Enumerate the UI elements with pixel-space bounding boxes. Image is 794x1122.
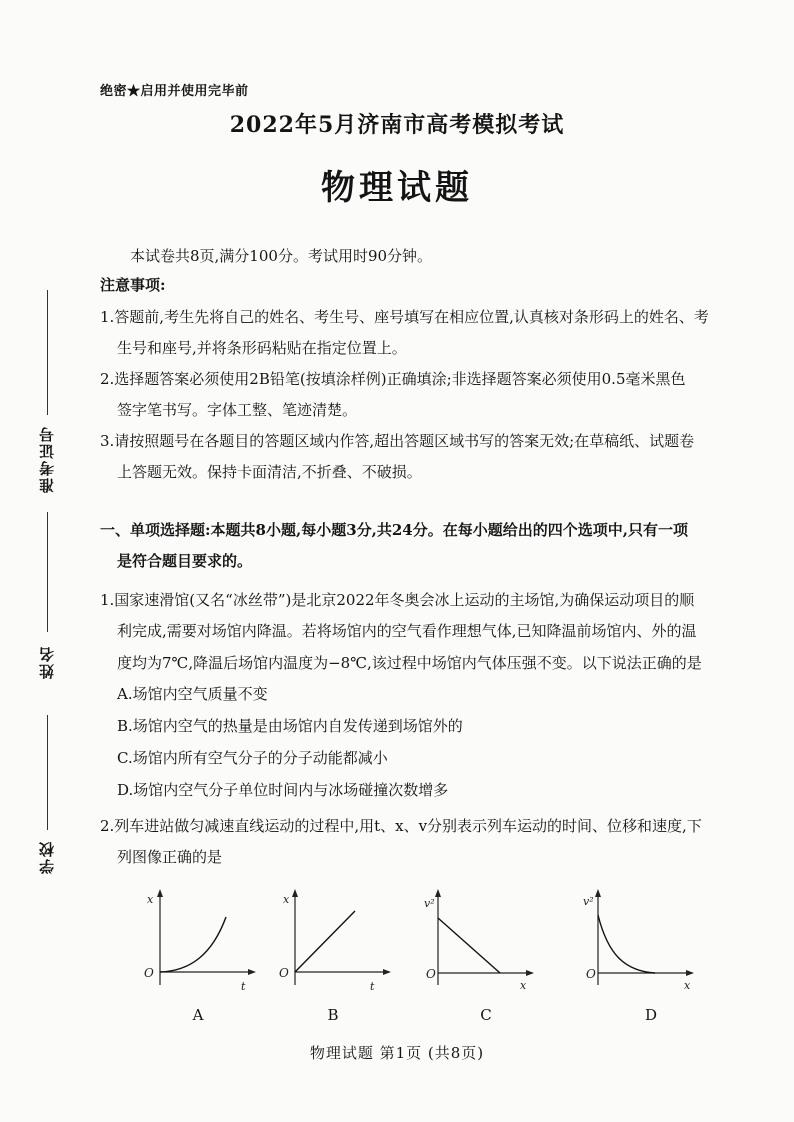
note-line: 签字笔书写。字体工整、笔迹清楚。 <box>117 401 358 419</box>
binding-sidebar <box>30 290 66 890</box>
graph-d-y-axis-label: v² <box>583 895 594 908</box>
question-2-text: 列图像正确的是 <box>117 848 223 866</box>
note-line: 1.答题前,考生先将自己的姓名、考生号、座号填写在相应位置,认真核对条形码上的姓名、考 <box>100 308 709 326</box>
question-2-text: 2.列车进站做匀减速直线运动的过程中,用t、x、v分别表示列车运动的时间、位移和速度,下 <box>100 817 702 835</box>
question-1-option-c: C.场馆内所有空气分子的分子动能都减小 <box>117 749 388 767</box>
name-label: 姓名 <box>38 645 56 679</box>
graph-b <box>275 885 395 995</box>
graph-d-x-axis-label: x <box>684 979 691 992</box>
graph-b-label: B <box>327 1006 339 1024</box>
graph-a-y-axis-label: x <box>147 893 154 906</box>
sidebar-line <box>47 715 48 830</box>
note-line: 3.请按照题号在各题目的答题区域内作答,超出答题区域书写的答案无效;在草稿纸、试题卷 <box>100 432 695 450</box>
sidebar-line <box>47 512 48 632</box>
graph-c <box>420 885 540 995</box>
question-1-text: 利完成,需要对场馆内降温。若将场馆内的空气看作理想气体,已知降温前场馆内、外的温 <box>117 622 697 640</box>
graph-d-curve <box>598 915 655 973</box>
question-1-text: 度均为7℃,降温后场馆内温度为−8℃,该过程中场馆内气体压强不变。以下说法正确的是 <box>117 654 702 672</box>
secret-notice: 绝密★启用并使用完毕前 <box>100 84 249 99</box>
question-1-text: 1.国家速滑馆(又名“冰丝带”)是北京2022年冬奥会冰上运动的主场馆,为确保运动项目的顺 <box>100 591 695 609</box>
graph-d <box>580 885 700 995</box>
graph-c-origin: O <box>426 967 436 981</box>
graph-d-origin: O <box>586 967 596 981</box>
page-footer: 物理试题 第1页 (共8页) <box>309 1044 485 1062</box>
graph-a <box>140 885 260 995</box>
graph-b-origin: O <box>279 966 289 980</box>
question-1-option-a: A.场馆内空气质量不变 <box>117 685 268 703</box>
note-line: 2.选择题答案必须使用2B铅笔(按填涂样例)正确填涂;非选择题答案必须使用0.5毫米黑色 <box>100 370 686 388</box>
graph-a-label: A <box>192 1006 204 1024</box>
graph-c-y-axis-label: v² <box>424 897 435 910</box>
graph-c-x-axis-label: x <box>520 979 527 992</box>
exam-title: 2022年5月济南市高考模拟考试 <box>229 112 565 138</box>
subject-title: 物理试题 <box>321 168 473 208</box>
graph-a-origin: O <box>144 966 154 980</box>
graph-d-label: D <box>644 1006 658 1024</box>
question-1-option-d: D.场馆内空气分子单位时间内与冰场碰撞次数增多 <box>117 781 449 799</box>
section-heading: 一、单项选择题:本题共8小题,每小题3分,共24分。在每小题给出的四个选项中,只有一项 <box>100 521 688 539</box>
graph-b-line <box>295 911 355 972</box>
graph-a-x-axis-label: t <box>241 980 246 993</box>
graph-b-x-axis-label: t <box>370 980 375 993</box>
section-heading-cont: 是符合题目要求的。 <box>117 552 253 570</box>
note-line: 生号和座号,并将条形码粘贴在指定位置上。 <box>117 339 407 357</box>
school-label: 学校 <box>38 840 56 874</box>
note-line: 上答题无效。保持卡面清洁,不折叠、不破损。 <box>117 463 422 481</box>
question-1-option-b: B.场馆内空气的热量是由场馆内自发传递到场馆外的 <box>117 717 463 735</box>
sidebar-line <box>47 290 48 415</box>
exam-intro: 本试卷共8页,满分100分。考试用时90分钟。 <box>130 247 433 265</box>
graph-c-label: C <box>480 1006 492 1024</box>
graph-b-y-axis-label: x <box>283 893 290 906</box>
notes-heading: 注意事项: <box>100 276 166 294</box>
graph-c-line <box>438 918 500 973</box>
admission-number-label: 准考证号 <box>38 425 56 493</box>
graph-a-curve <box>160 917 226 972</box>
